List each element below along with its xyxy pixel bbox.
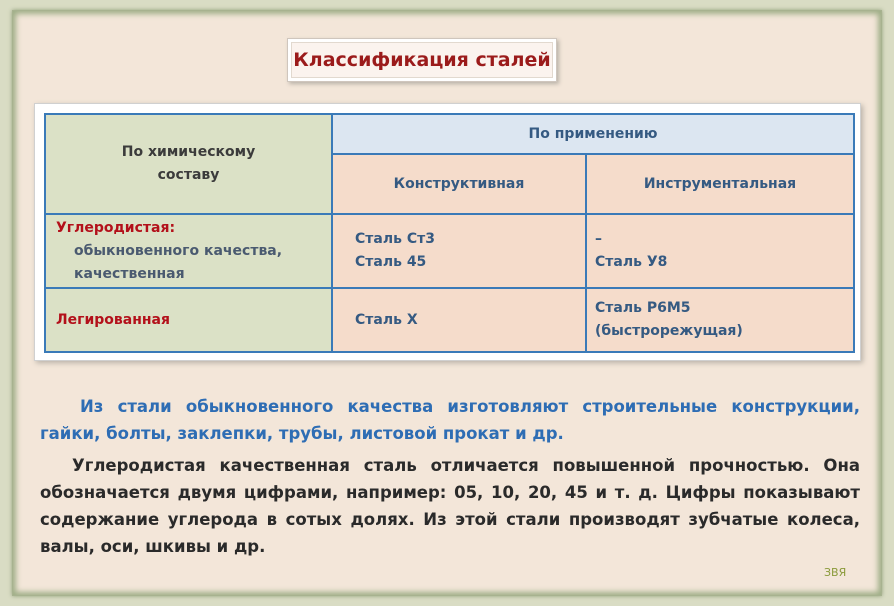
category-carbon: Углеродистая: [56, 219, 176, 236]
table-row [45, 214, 854, 288]
tool-dash: – [595, 231, 602, 247]
header-chemical-line-1: По химическому [121, 144, 256, 160]
row-carbon-tool [586, 214, 854, 288]
row-carbon-category [45, 214, 332, 288]
paragraph-ordinary-steel [40, 393, 860, 447]
steel-u8: Сталь У8 [595, 254, 668, 270]
category-alloy: Легированная [56, 311, 170, 328]
steel-x: Сталь Х [355, 311, 418, 328]
paragraph-blue-text: Из стали обыкновенного качества изготовляют строительные конструкции, гайки, болты, заклепки, трубы, листовой прокат и др. [40, 397, 860, 443]
classification-table-frame [34, 103, 861, 361]
steel-r6m5: Сталь Р6М5 [595, 300, 691, 316]
header-chemical-line-2: составу [157, 167, 220, 183]
classification-table [44, 113, 855, 353]
header-structural: Конструктивная [332, 154, 586, 214]
high-speed-note: (быстрорежущая) [595, 323, 743, 339]
steel-st3: Сталь Ст3 [355, 231, 435, 247]
header-tool: Инструментальная [586, 154, 854, 214]
steel-45: Сталь 45 [355, 254, 427, 270]
header-by-application: По применению [332, 114, 854, 154]
paragraph-dark-text: Углеродистая качественная сталь отличается повышенной прочностью. Она обозначается двумя цифрами, например: 05, 10, 20, 45 и т. д. Цифры показывают содержание углерода в сотых долях. Из этой стали производят зубчатые колеса, валы, оси, шкивы и др. [40, 456, 860, 556]
page-title: Классификация сталей [293, 49, 551, 71]
table-row [45, 288, 854, 352]
row-alloy-structural [332, 288, 586, 352]
author-signature: ЗВЯ [824, 566, 847, 579]
row-alloy-tool [586, 288, 854, 352]
category-carbon-detail-1: обыкновенного качества, [74, 242, 283, 259]
row-alloy-category [45, 288, 332, 352]
paragraph-quality-steel [40, 452, 860, 560]
category-carbon-detail-2: качественная [74, 265, 185, 282]
title-box [287, 38, 557, 82]
header-chemical-composition [45, 114, 332, 214]
row-carbon-structural [332, 214, 586, 288]
